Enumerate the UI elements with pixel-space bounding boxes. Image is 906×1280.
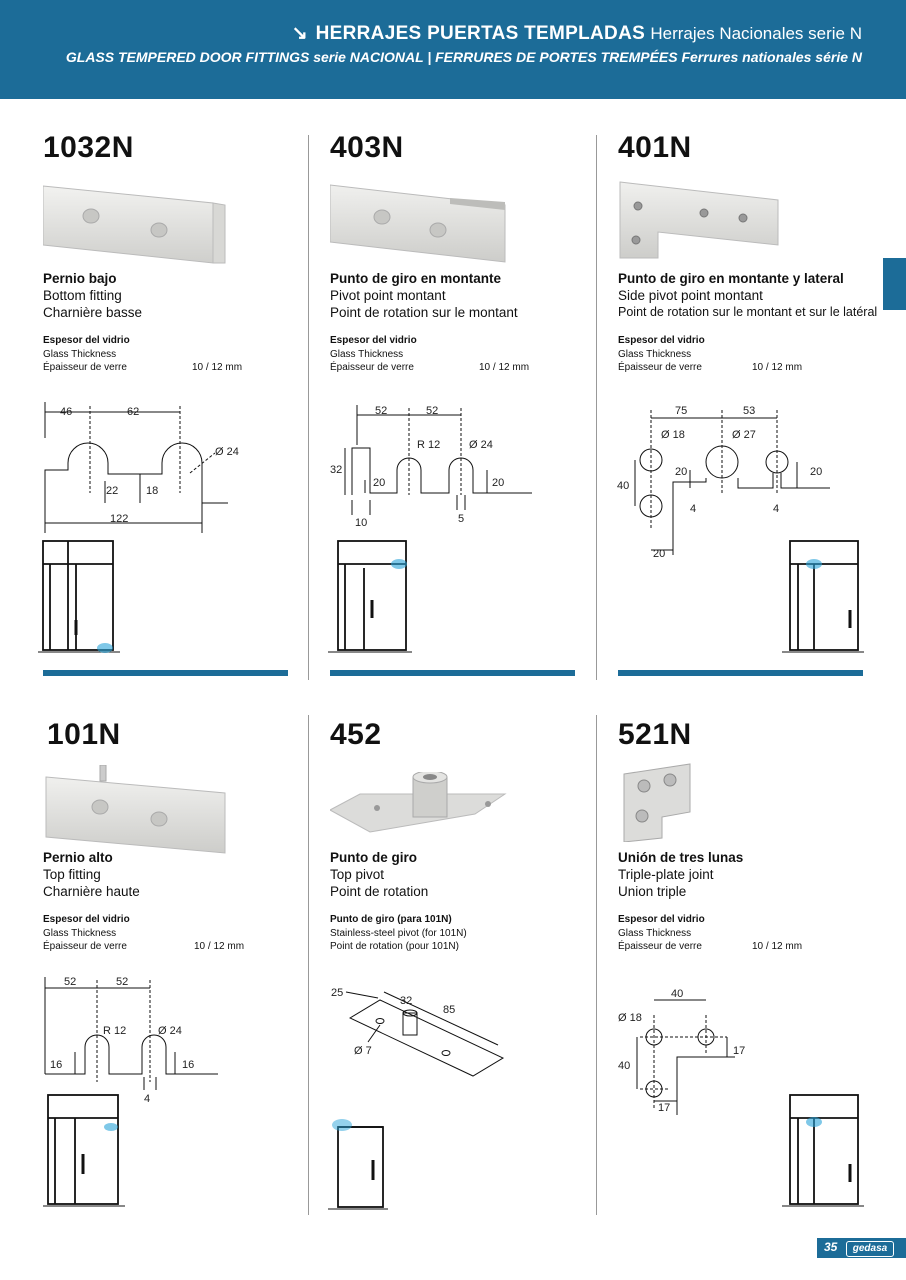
product-description (43, 270, 142, 321)
spec-block (43, 334, 253, 375)
highlight-marker (806, 559, 822, 569)
spec-fr: Épaisseur de verre (43, 941, 127, 952)
product-description (618, 270, 877, 321)
spec-fr: Point de rotation (pour 101N) (330, 941, 459, 952)
product-code: 403N (330, 131, 404, 164)
spec-es: Punto de giro (para 101N) (330, 914, 452, 925)
product-code: 1032N (43, 131, 134, 164)
header-title-rest: Herrajes Nacionales serie N (650, 24, 862, 43)
header-title-bold: HERRAJES PUERTAS TEMPLADAS (315, 23, 646, 44)
dim-label: 46 (60, 406, 73, 418)
product-photo (618, 180, 783, 260)
dim-label: Ø 18 (661, 429, 685, 441)
door-diagram (782, 1094, 867, 1216)
spec-es: Espesor del vidrio (43, 914, 130, 925)
technical-drawing (327, 400, 537, 530)
spec-fr: Épaisseur de verre (43, 362, 127, 373)
dim-label: 17 (658, 1102, 671, 1114)
dim-label: 52 (426, 405, 439, 417)
dim-label: 52 (375, 405, 388, 417)
name-es: Pernio bajo (43, 271, 117, 286)
dim-label: 4 (690, 503, 697, 515)
dim-label: 20 (373, 477, 386, 489)
dim-label: 40 (617, 480, 630, 492)
dim-label: 32 (330, 464, 343, 476)
dim-label: 20 (810, 466, 823, 478)
name-fr: Charnière basse (43, 305, 143, 320)
dim-label: 5 (458, 513, 465, 525)
dim-label: 20 (492, 477, 505, 489)
spec-es: Espesor del vidrio (43, 335, 130, 346)
technical-drawing (40, 972, 220, 1107)
product-code: 452 (330, 718, 382, 751)
spec-block (618, 334, 828, 375)
highlight-marker (391, 559, 407, 569)
dim-label: 16 (182, 1059, 195, 1071)
name-es: Punto de giro en montante y lateral (618, 271, 844, 286)
door-diagram (328, 1115, 398, 1215)
product-description (330, 270, 518, 321)
name-es: Punto de giro en montante (330, 271, 501, 286)
spec-value: 10 / 12 mm (194, 941, 245, 952)
dim-label: 17 (733, 1045, 746, 1057)
dim-label: 122 (110, 513, 129, 525)
name-fr: Point de rotation sur le montant et sur le latéral (618, 305, 878, 319)
page-header (0, 0, 906, 99)
dim-label: R 12 (103, 1025, 127, 1037)
dim-label: 16 (50, 1059, 63, 1071)
dim-label: 4 (144, 1093, 151, 1105)
spec-es: Espesor del vidrio (618, 914, 705, 925)
door-diagram (43, 1094, 133, 1216)
spec-block (330, 334, 540, 375)
product-code: 101N (47, 718, 121, 751)
spec-value: 10 / 12 mm (192, 362, 243, 373)
dim-label: 25 (331, 987, 344, 999)
name-en: Pivot point montant (330, 288, 446, 303)
name-fr: Union triple (618, 884, 687, 899)
dim-label: 4 (773, 503, 780, 515)
product-description (330, 849, 428, 900)
product-photo (330, 772, 510, 837)
dim-label: 20 (653, 548, 666, 560)
spec-value: 10 / 12 mm (752, 941, 803, 952)
name-en: Side pivot point montant (618, 288, 763, 303)
dim-label: 52 (116, 976, 129, 988)
technical-drawing (328, 980, 518, 1085)
product-description (43, 849, 140, 900)
technical-drawing (615, 985, 765, 1120)
spec-en: Glass Thickness (618, 927, 692, 939)
name-es: Punto de giro (330, 850, 417, 865)
name-en: Triple-plate joint (618, 867, 714, 882)
product-photo (622, 762, 697, 842)
arrow-down-right-icon: ↘ (291, 23, 308, 44)
spec-block (330, 913, 540, 954)
name-fr: Point de rotation sur le montant (330, 305, 518, 320)
door-diagram (38, 540, 128, 662)
product-photo (43, 765, 233, 855)
dim-label: 40 (671, 988, 684, 1000)
highlight-marker (332, 1119, 352, 1131)
spec-en: Glass Thickness (43, 348, 117, 360)
highlight-marker (97, 643, 113, 653)
section-tab (883, 258, 906, 310)
name-es: Pernio alto (43, 850, 113, 865)
dim-label: 10 (355, 517, 368, 529)
section-bar (43, 670, 288, 676)
dim-label: 85 (443, 1004, 456, 1016)
dim-label: 22 (106, 485, 119, 497)
page-number: 35 (824, 1240, 838, 1254)
dim-label: R 12 (417, 439, 441, 451)
product-description (618, 849, 743, 900)
spec-fr: Épaisseur de verre (618, 941, 702, 952)
product-photo (330, 180, 515, 265)
spec-en: Stainless-steel pivot (for 101N) (330, 927, 467, 939)
dim-label: 53 (743, 405, 756, 417)
dim-label: 32 (400, 995, 413, 1007)
name-en: Top pivot (330, 867, 385, 882)
dim-label: Ø 24 (215, 446, 239, 458)
name-en: Top fitting (43, 867, 101, 882)
spec-fr: Épaisseur de verre (330, 362, 414, 373)
section-bar (330, 670, 575, 676)
column-divider (308, 715, 309, 1215)
highlight-marker (104, 1123, 118, 1131)
dim-label: Ø 27 (732, 429, 756, 441)
name-en: Bottom fitting (43, 288, 122, 303)
dim-label: Ø 7 (354, 1045, 372, 1057)
technical-drawing (40, 398, 240, 533)
name-fr: Charnière haute (43, 884, 140, 899)
spec-en: Glass Thickness (618, 348, 692, 360)
header-subtitle: GLASS TEMPERED DOOR FITTINGS serie NACIONAL | FERRURES DE PORTES TREMPÉES Ferrures nationales série N (65, 49, 862, 65)
spec-en: Glass Thickness (330, 348, 404, 360)
dim-label: 62 (127, 406, 140, 418)
spec-block (618, 913, 828, 954)
column-divider (596, 135, 597, 680)
dim-label: 18 (146, 485, 159, 497)
dim-label: Ø 18 (618, 1012, 642, 1024)
name-fr: Point de rotation (330, 884, 429, 899)
spec-en: Glass Thickness (43, 927, 117, 939)
dim-label: 40 (618, 1060, 631, 1072)
header-title (292, 22, 862, 45)
dim-label: 20 (675, 466, 688, 478)
spec-value: 10 / 12 mm (752, 362, 803, 373)
dim-label: Ø 24 (158, 1025, 182, 1037)
dim-label: 52 (64, 976, 77, 988)
spec-value: 10 / 12 mm (479, 362, 530, 373)
dim-label: 75 (675, 405, 688, 417)
door-diagram (328, 540, 418, 662)
spec-es: Espesor del vidrio (618, 335, 705, 346)
section-bar (618, 670, 863, 676)
spec-block (43, 913, 253, 954)
door-diagram (782, 540, 867, 662)
spec-fr: Épaisseur de verre (618, 362, 702, 373)
column-divider (596, 715, 597, 1215)
product-photo (43, 183, 228, 265)
product-code: 401N (618, 131, 692, 164)
column-divider (308, 135, 309, 680)
spec-es: Espesor del vidrio (330, 335, 417, 346)
brand-logo: gedasa (846, 1241, 894, 1257)
name-es: Unión de tres lunas (618, 850, 744, 865)
product-code: 521N (618, 718, 692, 751)
highlight-marker (806, 1117, 822, 1127)
dim-label: Ø 24 (469, 439, 493, 451)
